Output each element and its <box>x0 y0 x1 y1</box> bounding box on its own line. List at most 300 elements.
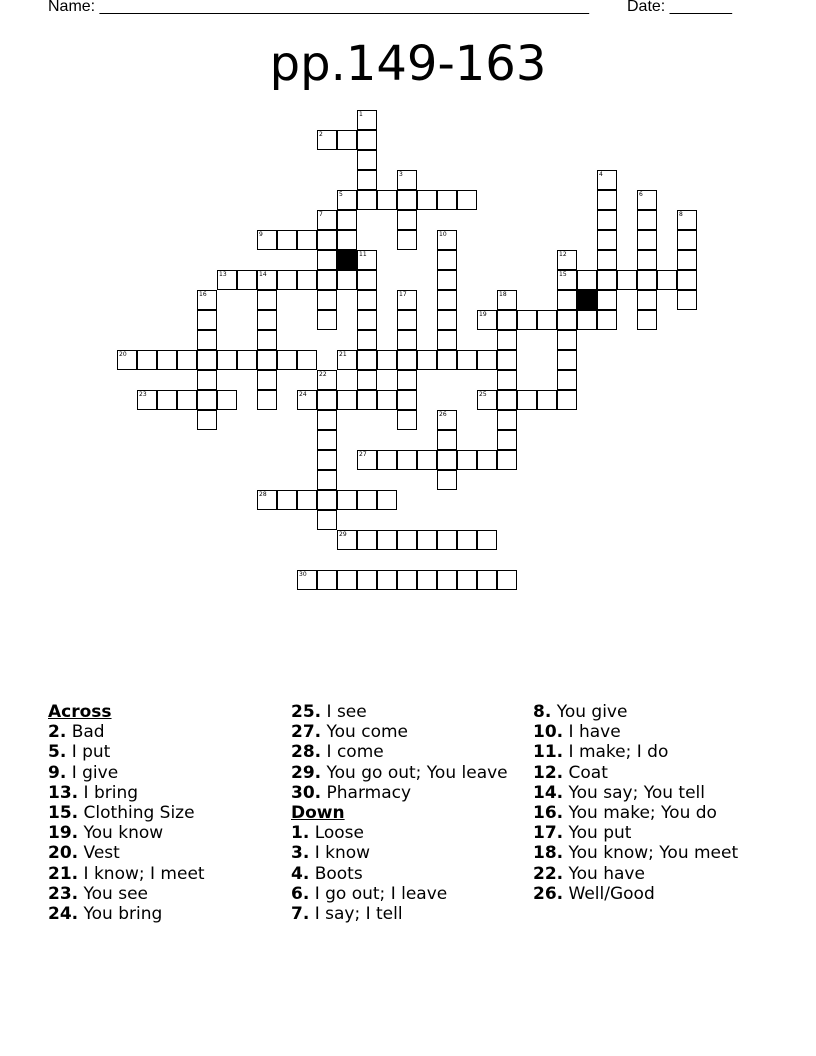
across-clue <box>48 864 278 884</box>
down-clue <box>291 864 521 884</box>
cell-number: 10 <box>439 231 447 238</box>
grid-cell[interactable] <box>457 450 477 470</box>
grid-cell[interactable] <box>397 190 417 210</box>
across-clue <box>291 742 521 762</box>
grid-cell[interactable] <box>317 470 337 490</box>
clue-text: I come <box>326 742 384 763</box>
cell-number: 20 <box>119 351 127 358</box>
grid-cell[interactable] <box>317 250 337 270</box>
grid-cell[interactable] <box>317 390 337 410</box>
grid-cell[interactable] <box>677 250 697 270</box>
grid-cell[interactable] <box>157 350 177 370</box>
clue-text: Vest <box>83 843 120 864</box>
clue-number: 4. <box>291 863 310 884</box>
clue-number: 26. <box>533 883 564 904</box>
across-clue <box>291 783 521 803</box>
grid-cell[interactable] <box>357 190 377 210</box>
grid-cell[interactable] <box>337 390 357 410</box>
cell-number: 19 <box>479 311 487 318</box>
across-clue <box>291 722 521 742</box>
grid-cell[interactable] <box>297 570 317 590</box>
down-clue <box>291 823 521 843</box>
grid-cell[interactable] <box>437 410 457 430</box>
clue-number: 21. <box>48 863 79 884</box>
grid-cell[interactable] <box>677 210 697 230</box>
grid-cell[interactable] <box>477 310 497 330</box>
grid-cell[interactable] <box>257 310 277 330</box>
clue-text: You come <box>326 722 409 743</box>
grid-cell[interactable] <box>657 270 677 290</box>
grid-cell[interactable] <box>257 290 277 310</box>
grid-cell[interactable] <box>417 350 437 370</box>
grid-cell[interactable] <box>397 310 417 330</box>
grid-cell[interactable] <box>497 430 517 450</box>
clue-number: 5. <box>48 742 67 763</box>
cell-number: 4 <box>599 171 603 178</box>
clue-number: 11. <box>533 742 564 763</box>
grid-cell[interactable] <box>317 570 337 590</box>
grid-cell[interactable] <box>457 190 477 210</box>
clue-text: Bad <box>71 722 105 743</box>
grid-cell[interactable] <box>677 270 697 290</box>
clue-number: 9. <box>48 762 67 783</box>
grid-cell[interactable] <box>177 390 197 410</box>
clue-number: 18. <box>533 843 564 864</box>
grid-cell[interactable] <box>397 210 417 230</box>
grid-cell[interactable] <box>397 390 417 410</box>
across-clue <box>48 823 278 843</box>
grid-cell[interactable] <box>557 390 577 410</box>
clue-number: 1. <box>291 823 310 844</box>
grid-cell[interactable] <box>397 370 417 390</box>
grid-cell[interactable] <box>417 450 437 470</box>
cell-number: 12 <box>559 251 567 258</box>
grid-cell[interactable] <box>337 230 357 250</box>
grid-cell[interactable] <box>397 230 417 250</box>
grid-cell[interactable] <box>497 290 517 310</box>
grid-cell[interactable] <box>537 310 557 330</box>
grid-cell[interactable] <box>397 350 417 370</box>
clue-text: I go out; I leave <box>314 883 448 904</box>
clue-column-1 <box>48 702 278 924</box>
clue-number: 12. <box>533 762 564 783</box>
grid-cell[interactable] <box>497 570 517 590</box>
cell-number: 1 <box>359 111 363 118</box>
grid-cell[interactable] <box>397 450 417 470</box>
cell-number: 7 <box>319 211 323 218</box>
grid-cell[interactable] <box>297 270 317 290</box>
grid-cell[interactable] <box>257 370 277 390</box>
grid-cell[interactable] <box>457 570 477 590</box>
grid-cell[interactable] <box>257 390 277 410</box>
clue-number: 3. <box>291 843 310 864</box>
grid-cell[interactable] <box>237 270 257 290</box>
grid-cell[interactable] <box>437 330 457 350</box>
clue-number: 13. <box>48 782 79 803</box>
grid-cell[interactable] <box>357 330 377 350</box>
clue-text: You bring <box>83 904 163 925</box>
clue-column-2 <box>291 702 521 924</box>
grid-cell[interactable] <box>277 270 297 290</box>
down-clue <box>291 884 521 904</box>
clue-number: 8. <box>533 702 552 722</box>
grid-cell[interactable] <box>297 490 317 510</box>
grid-cell[interactable] <box>477 390 497 410</box>
grid-cell[interactable] <box>437 190 457 210</box>
grid-cell[interactable] <box>437 450 457 470</box>
grid-cell[interactable] <box>337 130 357 150</box>
grid-cell[interactable] <box>617 270 637 290</box>
grid-cell[interactable] <box>557 350 577 370</box>
grid-cell[interactable] <box>497 330 517 350</box>
grid-cell[interactable] <box>357 390 377 410</box>
grid-cell[interactable] <box>437 290 457 310</box>
clue-text: You give <box>556 702 628 722</box>
grid-cell[interactable] <box>137 350 157 370</box>
grid-cell[interactable] <box>477 350 497 370</box>
grid-cell[interactable] <box>357 370 377 390</box>
clue-text: I give <box>71 762 119 783</box>
grid-cell[interactable] <box>397 290 417 310</box>
grid-cell[interactable] <box>197 390 217 410</box>
grid-cell[interactable] <box>637 230 657 250</box>
down-clue <box>533 843 763 863</box>
grid-cell[interactable] <box>257 350 277 370</box>
black-cell <box>337 250 357 270</box>
cell-number: 6 <box>639 191 643 198</box>
clue-number: 17. <box>533 823 564 844</box>
cell-number: 22 <box>319 371 327 378</box>
grid-cell[interactable] <box>397 410 417 430</box>
clue-text: I bring <box>83 782 139 803</box>
grid-cell[interactable] <box>477 450 497 470</box>
clue-text: You make; You do <box>568 803 717 824</box>
grid-cell[interactable] <box>257 270 277 290</box>
grid-cell[interactable] <box>637 270 657 290</box>
down-clue <box>533 803 763 823</box>
grid-cell[interactable] <box>317 210 337 230</box>
down-clue <box>533 722 763 742</box>
grid-cell[interactable] <box>357 530 377 550</box>
clue-number: 25. <box>291 702 322 722</box>
cell-number: 3 <box>399 171 403 178</box>
grid-cell[interactable] <box>177 350 197 370</box>
grid-cell[interactable] <box>517 390 537 410</box>
grid-cell[interactable] <box>437 570 457 590</box>
clue-text: Coat <box>568 762 608 783</box>
grid-cell[interactable] <box>197 330 217 350</box>
cell-number: 17 <box>399 291 407 298</box>
grid-cell[interactable] <box>377 570 397 590</box>
grid-cell[interactable] <box>397 530 417 550</box>
page-title: pp.149-163 <box>269 36 547 92</box>
clue-text: I know <box>314 843 371 864</box>
date-label: Date: <box>627 0 666 15</box>
grid-cell[interactable] <box>437 310 457 330</box>
clue-number: 2. <box>48 722 67 743</box>
cell-number: 14 <box>259 271 267 278</box>
clue-number: 6. <box>291 883 310 904</box>
grid-cell[interactable] <box>517 310 537 330</box>
clue-text: You see <box>83 883 149 904</box>
grid-cell[interactable] <box>257 490 277 510</box>
grid-cell[interactable] <box>457 530 477 550</box>
grid-cell[interactable] <box>297 390 317 410</box>
grid-cell[interactable] <box>317 510 337 530</box>
clue-number: 23. <box>48 883 79 904</box>
clue-number: 15. <box>48 803 79 824</box>
grid-cell[interactable] <box>397 330 417 350</box>
grid-cell[interactable] <box>357 350 377 370</box>
grid-cell[interactable] <box>477 530 497 550</box>
grid-cell[interactable] <box>417 190 437 210</box>
grid-cell[interactable] <box>397 570 417 590</box>
grid-cell[interactable] <box>677 290 697 310</box>
clue-number: 16. <box>533 803 564 824</box>
clue-number: 20. <box>48 843 79 864</box>
across-clue <box>291 702 521 722</box>
down-clue <box>533 823 763 843</box>
grid-cell[interactable] <box>317 430 337 450</box>
cell-number: 15 <box>559 271 567 278</box>
grid-cell[interactable] <box>377 350 397 370</box>
clue-number: 29. <box>291 762 322 783</box>
grid-cell[interactable] <box>337 350 357 370</box>
cell-number: 13 <box>219 271 227 278</box>
across-clue <box>48 783 278 803</box>
across-clue <box>48 722 278 742</box>
clue-number: 14. <box>533 782 564 803</box>
grid-cell[interactable] <box>197 350 217 370</box>
cell-number: 24 <box>299 391 307 398</box>
grid-cell[interactable] <box>317 130 337 150</box>
grid-cell[interactable] <box>597 210 617 230</box>
grid-cell[interactable] <box>437 530 457 550</box>
clue-number: 24. <box>48 904 79 925</box>
grid-cell[interactable] <box>217 350 237 370</box>
grid-cell[interactable] <box>357 170 377 190</box>
grid-cell[interactable] <box>277 230 297 250</box>
grid-cell[interactable] <box>437 230 457 250</box>
grid-cell[interactable] <box>317 450 337 470</box>
grid-cell[interactable] <box>597 190 617 210</box>
name-blank-line[interactable]: _______________________________________________________ <box>99 0 589 15</box>
grid-cell[interactable] <box>557 310 577 330</box>
grid-cell[interactable] <box>197 370 217 390</box>
down-clue <box>533 864 763 884</box>
down-clue <box>533 763 763 783</box>
grid-cell[interactable] <box>437 270 457 290</box>
grid-cell[interactable] <box>557 270 577 290</box>
grid-cell[interactable] <box>357 110 377 130</box>
across-heading: Across <box>48 702 112 722</box>
across-clue <box>48 843 278 863</box>
grid-cell[interactable] <box>157 390 177 410</box>
clue-number: 7. <box>291 904 310 925</box>
grid-cell[interactable] <box>437 250 457 270</box>
grid-cell[interactable] <box>257 230 277 250</box>
grid-cell[interactable] <box>557 330 577 350</box>
grid-cell[interactable] <box>537 390 557 410</box>
cell-number: 23 <box>139 391 147 398</box>
grid-cell[interactable] <box>497 350 517 370</box>
cell-number: 18 <box>499 291 507 298</box>
grid-cell[interactable] <box>357 570 377 590</box>
name-label: Name: <box>48 0 96 15</box>
down-clue <box>533 702 763 722</box>
black-cell <box>577 290 597 310</box>
grid-cell[interactable] <box>397 170 417 190</box>
grid-cell[interactable] <box>477 570 497 590</box>
grid-cell[interactable] <box>197 290 217 310</box>
clue-text: I put <box>71 742 111 763</box>
grid-cell[interactable] <box>377 530 397 550</box>
grid-cell[interactable] <box>317 410 337 430</box>
grid-cell[interactable] <box>457 350 477 370</box>
grid-cell[interactable] <box>637 310 657 330</box>
grid-cell[interactable] <box>137 390 157 410</box>
clue-text: You put <box>568 823 632 844</box>
grid-cell[interactable] <box>597 270 617 290</box>
grid-cell[interactable] <box>297 230 317 250</box>
grid-cell[interactable] <box>597 230 617 250</box>
grid-cell[interactable] <box>317 290 337 310</box>
grid-cell[interactable] <box>337 270 357 290</box>
grid-cell[interactable] <box>557 250 577 270</box>
grid-cell[interactable] <box>217 270 237 290</box>
grid-cell[interactable] <box>637 190 657 210</box>
grid-cell[interactable] <box>497 370 517 390</box>
grid-cell[interactable] <box>357 270 377 290</box>
grid-cell[interactable] <box>197 410 217 430</box>
cell-number: 27 <box>359 451 367 458</box>
down-clue <box>291 904 521 924</box>
grid-cell[interactable] <box>357 130 377 150</box>
grid-cell[interactable] <box>677 230 697 250</box>
grid-cell[interactable] <box>337 210 357 230</box>
grid-cell[interactable] <box>197 310 217 330</box>
grid-cell[interactable] <box>417 530 437 550</box>
cell-number: 5 <box>339 191 343 198</box>
clue-number: 19. <box>48 823 79 844</box>
grid-cell[interactable] <box>417 570 437 590</box>
clue-text: You have <box>568 863 645 884</box>
cell-number: 28 <box>259 491 267 498</box>
grid-cell[interactable] <box>357 490 377 510</box>
grid-cell[interactable] <box>357 310 377 330</box>
grid-cell[interactable] <box>237 350 257 370</box>
grid-cell[interactable] <box>557 290 577 310</box>
clue-text: You say; You tell <box>568 782 705 803</box>
cell-number: 21 <box>339 351 347 358</box>
clue-text: I know; I meet <box>83 863 205 884</box>
grid-cell[interactable] <box>557 370 577 390</box>
down-clue <box>533 884 763 904</box>
grid-cell[interactable] <box>277 350 297 370</box>
grid-cell[interactable] <box>437 350 457 370</box>
clue-text: Pharmacy <box>326 782 412 803</box>
clue-number: 10. <box>533 722 564 743</box>
grid-cell[interactable] <box>317 310 337 330</box>
grid-cell[interactable] <box>337 190 357 210</box>
grid-cell[interactable] <box>277 490 297 510</box>
grid-cell[interactable] <box>497 310 517 330</box>
grid-cell[interactable] <box>337 490 357 510</box>
clue-text: Clothing Size <box>83 803 195 824</box>
grid-cell[interactable] <box>337 530 357 550</box>
across-clue <box>48 742 278 762</box>
cell-number: 2 <box>319 131 323 138</box>
clue-column-3 <box>533 702 763 904</box>
grid-cell[interactable] <box>577 270 597 290</box>
grid-cell[interactable] <box>597 250 617 270</box>
grid-cell[interactable] <box>497 390 517 410</box>
grid-cell[interactable] <box>357 450 377 470</box>
grid-cell[interactable] <box>317 370 337 390</box>
cell-number: 9 <box>259 231 263 238</box>
across-clue <box>48 904 278 924</box>
clue-text: I make; I do <box>568 742 669 763</box>
across-clue <box>48 884 278 904</box>
date-blank-line[interactable]: _______ <box>669 0 732 15</box>
grid-cell[interactable] <box>377 450 397 470</box>
across-clue <box>48 763 278 783</box>
grid-cell[interactable] <box>337 570 357 590</box>
clue-text: I see <box>326 702 367 722</box>
down-heading: Down <box>291 803 345 824</box>
clue-text: You know; You meet <box>568 843 739 864</box>
grid-cell[interactable] <box>317 270 337 290</box>
grid-cell[interactable] <box>217 390 237 410</box>
down-clue <box>533 742 763 762</box>
grid-cell[interactable] <box>637 290 657 310</box>
grid-cell[interactable] <box>597 290 617 310</box>
grid-cell[interactable] <box>357 290 377 310</box>
clue-text: You know <box>83 823 164 844</box>
clue-text: Loose <box>314 823 364 844</box>
grid-cell[interactable] <box>317 490 337 510</box>
clue-text: You go out; You leave <box>326 762 508 783</box>
grid-cell[interactable] <box>497 450 517 470</box>
clue-number: 22. <box>533 863 564 884</box>
grid-cell[interactable] <box>577 310 597 330</box>
clue-text: Boots <box>314 863 363 884</box>
cell-number: 11 <box>359 251 367 258</box>
grid-cell[interactable] <box>637 250 657 270</box>
clue-text: I say; I tell <box>314 904 403 925</box>
grid-cell[interactable] <box>297 350 317 370</box>
cell-number: 29 <box>339 531 347 538</box>
grid-cell[interactable] <box>357 150 377 170</box>
grid-cell[interactable] <box>597 170 617 190</box>
grid-cell[interactable] <box>437 430 457 450</box>
grid-cell[interactable] <box>597 310 617 330</box>
grid-cell[interactable] <box>357 250 377 270</box>
grid-cell[interactable] <box>117 350 137 370</box>
grid-cell[interactable] <box>317 230 337 250</box>
cell-number: 25 <box>479 391 487 398</box>
grid-cell[interactable] <box>377 490 397 510</box>
grid-cell[interactable] <box>437 470 457 490</box>
grid-cell[interactable] <box>257 330 277 350</box>
grid-cell[interactable] <box>377 190 397 210</box>
clue-number: 28. <box>291 742 322 763</box>
cell-number: 16 <box>199 291 207 298</box>
grid-cell[interactable] <box>497 410 517 430</box>
cell-number: 26 <box>439 411 447 418</box>
grid-cell[interactable] <box>637 210 657 230</box>
grid-cell[interactable] <box>377 390 397 410</box>
